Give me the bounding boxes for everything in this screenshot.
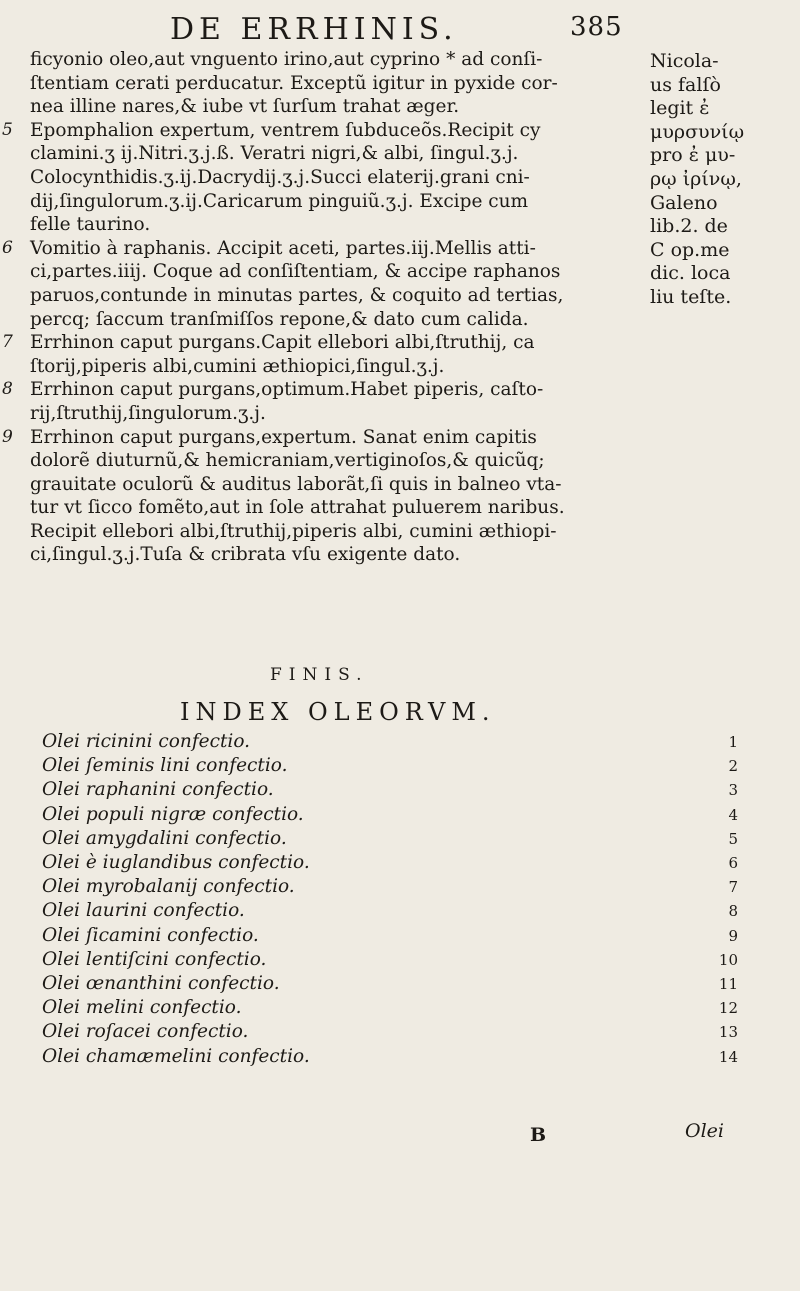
index-entry xyxy=(42,899,752,923)
margin-note xyxy=(650,50,800,310)
main-text xyxy=(2,48,645,567)
running-head-title: DE ERRHINIS. xyxy=(170,12,458,47)
index-title: INDEX OLEORVM. xyxy=(180,698,496,726)
index-entry-label: Olei ſeminis lini confectio. xyxy=(42,755,288,777)
index-entry xyxy=(42,1020,752,1044)
margin-note-line: pro ἐ μυ- xyxy=(650,144,736,167)
margin-note-line: lib.2. de xyxy=(650,215,728,238)
paragraph-number: 5 xyxy=(2,119,13,140)
index-entry xyxy=(42,1045,752,1069)
index-list xyxy=(42,730,752,1069)
index-entry xyxy=(42,996,752,1020)
paragraph-number: 7 xyxy=(2,332,13,353)
index-entry-label: Olei ricinini confectio. xyxy=(42,731,251,752)
text-line: ci,partes.iiij. Coque ad conſiſtentiam, & accipe raphanos xyxy=(30,261,561,283)
margin-note-line: dic. loca xyxy=(650,262,731,285)
text-line: dolorẽ diuturnũ,& hemicraniam,vertiginoſos,& quicũq; xyxy=(30,450,545,472)
text-line: ci,ſingul.ʒ.j.Tuſa & cribrata vſu exigente dato. xyxy=(30,544,461,566)
text-line: Recipit ellebori albi,ſtruthij,piperis albi, cumini æthiopi- xyxy=(30,520,557,542)
page-number: 385 xyxy=(570,12,623,42)
text-line: ſtorij,piperis albi,cumini æthiopici,ſingul.ʒ.j. xyxy=(30,355,445,377)
index-entry-label: Olei populi nigræ confectio. xyxy=(42,803,304,825)
index-entry xyxy=(42,827,752,851)
margin-note-line: μυρσυνίῳ xyxy=(650,120,745,143)
index-entry-page: 5 xyxy=(728,829,738,848)
paragraph xyxy=(2,119,645,237)
index-entry xyxy=(42,851,752,875)
index-entry-page: 10 xyxy=(718,950,738,969)
text-line: Errhinon caput purgans,optimum.Habet piperis, caſto- xyxy=(30,379,544,401)
index-entry-page: 9 xyxy=(728,926,738,945)
index-entry-page: 8 xyxy=(728,902,738,921)
text-line: dij,ſingulorum.ʒ.ij.Caricarum pinguiũ.ʒ.j. Excipe cum xyxy=(30,190,529,212)
index-entry-page: 12 xyxy=(718,999,738,1018)
text-line: felle taurino. xyxy=(30,214,151,236)
index-entry-page: 11 xyxy=(718,975,738,994)
text-line: paruos,contunde in minutas partes, & coquito ad tertias, xyxy=(30,284,564,306)
margin-note-line: legit ἐ xyxy=(650,97,710,120)
index-entry-label: Olei è iuglandibus confectio. xyxy=(42,852,310,874)
index-entry-label: Olei œnanthini confectio. xyxy=(42,973,280,995)
margin-note-line: Galeno xyxy=(650,191,718,214)
text-line: ſtentiam cerati perducatur. Exceptũ igitur in pyxide cor- xyxy=(30,72,558,94)
paragraph xyxy=(2,237,645,331)
catchword: Olei xyxy=(685,1120,724,1142)
paragraph-number: 6 xyxy=(2,237,13,258)
index-entry-label: Olei melini confectio. xyxy=(42,997,242,1019)
text-line: rij,ſtruthij,ſingulorum.ʒ.j. xyxy=(30,402,266,424)
signature-mark: B xyxy=(530,1124,547,1146)
index-entry-page: 6 xyxy=(728,854,738,873)
index-entry xyxy=(42,924,752,948)
margin-note-line: C op.me xyxy=(650,238,730,261)
text-line: Vomitio à raphanis. Accipit aceti, partes.iij.Mellis atti- xyxy=(30,237,536,259)
index-entry xyxy=(42,730,752,754)
margin-note-line: liu teſte. xyxy=(650,285,732,308)
index-entry-page: 7 xyxy=(728,878,738,897)
index-entry-label: Olei chamæmelini confectio. xyxy=(42,1045,310,1067)
index-entry-page: 14 xyxy=(718,1047,738,1066)
text-line: tur vt ſicco fomẽto,aut in ſole attrahat puluerem naribus. xyxy=(30,497,565,519)
index-entry-page: 2 xyxy=(728,757,738,776)
index-entry-page: 3 xyxy=(728,781,738,800)
paragraph xyxy=(2,426,645,568)
index-entry-page: 1 xyxy=(728,733,738,751)
index-entry-label: Olei amygdalini confectio. xyxy=(42,827,287,849)
index-entry-page: 4 xyxy=(728,805,738,824)
index-entry xyxy=(42,972,752,996)
paragraph xyxy=(2,331,645,378)
index-entry xyxy=(42,778,752,802)
index-entry-label: Olei laurini confectio. xyxy=(42,900,245,922)
index-entry-label: Olei roſacei confectio. xyxy=(42,1021,249,1043)
index-entry xyxy=(42,803,752,827)
index-entry-label: Olei myrobalanij confectio. xyxy=(42,876,295,898)
text-line: nea illine nares,& iube vt ſurſum trahat æger. xyxy=(30,96,460,118)
finis: FINIS. xyxy=(270,665,369,685)
index-entry xyxy=(42,948,752,972)
index-entry-label: Olei raphanini confectio. xyxy=(42,779,274,801)
paragraph xyxy=(30,48,645,119)
text-line: Colocynthidis.ʒ.ij.Dacrydij.ʒ.j.Succi elaterij.grani cni- xyxy=(30,166,530,188)
text-line: percq; ſaccum tranſmiſſos repone,& dato cum calida. xyxy=(30,308,529,330)
index-entry-label: Olei lentiſcini confectio. xyxy=(42,948,267,970)
index-entry xyxy=(42,875,752,899)
text-line: Errhinon caput purgans,expertum. Sanat enim capitis xyxy=(30,426,537,448)
index-entry-label: Olei ſicamini confectio. xyxy=(42,924,259,946)
margin-note-line: us falſò xyxy=(650,73,721,96)
index-entry xyxy=(42,754,752,778)
text-line: ficyonio oleo,aut vnguento irino,aut cyprino * ad conſi- xyxy=(30,49,543,70)
margin-note-line: Nicola- xyxy=(650,50,719,72)
text-line: Epomphalion expertum, ventrem ſubduceõs.Recipit cy xyxy=(30,119,541,141)
index-entry-page: 13 xyxy=(718,1023,738,1042)
text-line: Errhinon caput purgans.Capit ellebori albi,ſtruthij, ca xyxy=(30,332,535,354)
text-line: grauitate oculorũ & auditus laborãt,ſi quis in balneo vta- xyxy=(30,473,562,495)
text-line: clamini.ʒ ij.Nitri.ʒ.j.ß. Veratri nigri,& albi, ſingul.ʒ.j. xyxy=(30,143,519,165)
paragraph-number: 8 xyxy=(2,379,13,400)
margin-note-line: ρῳ ἰρίνῳ, xyxy=(650,167,742,190)
paragraph-number: 9 xyxy=(2,426,13,447)
paragraph xyxy=(2,378,645,425)
